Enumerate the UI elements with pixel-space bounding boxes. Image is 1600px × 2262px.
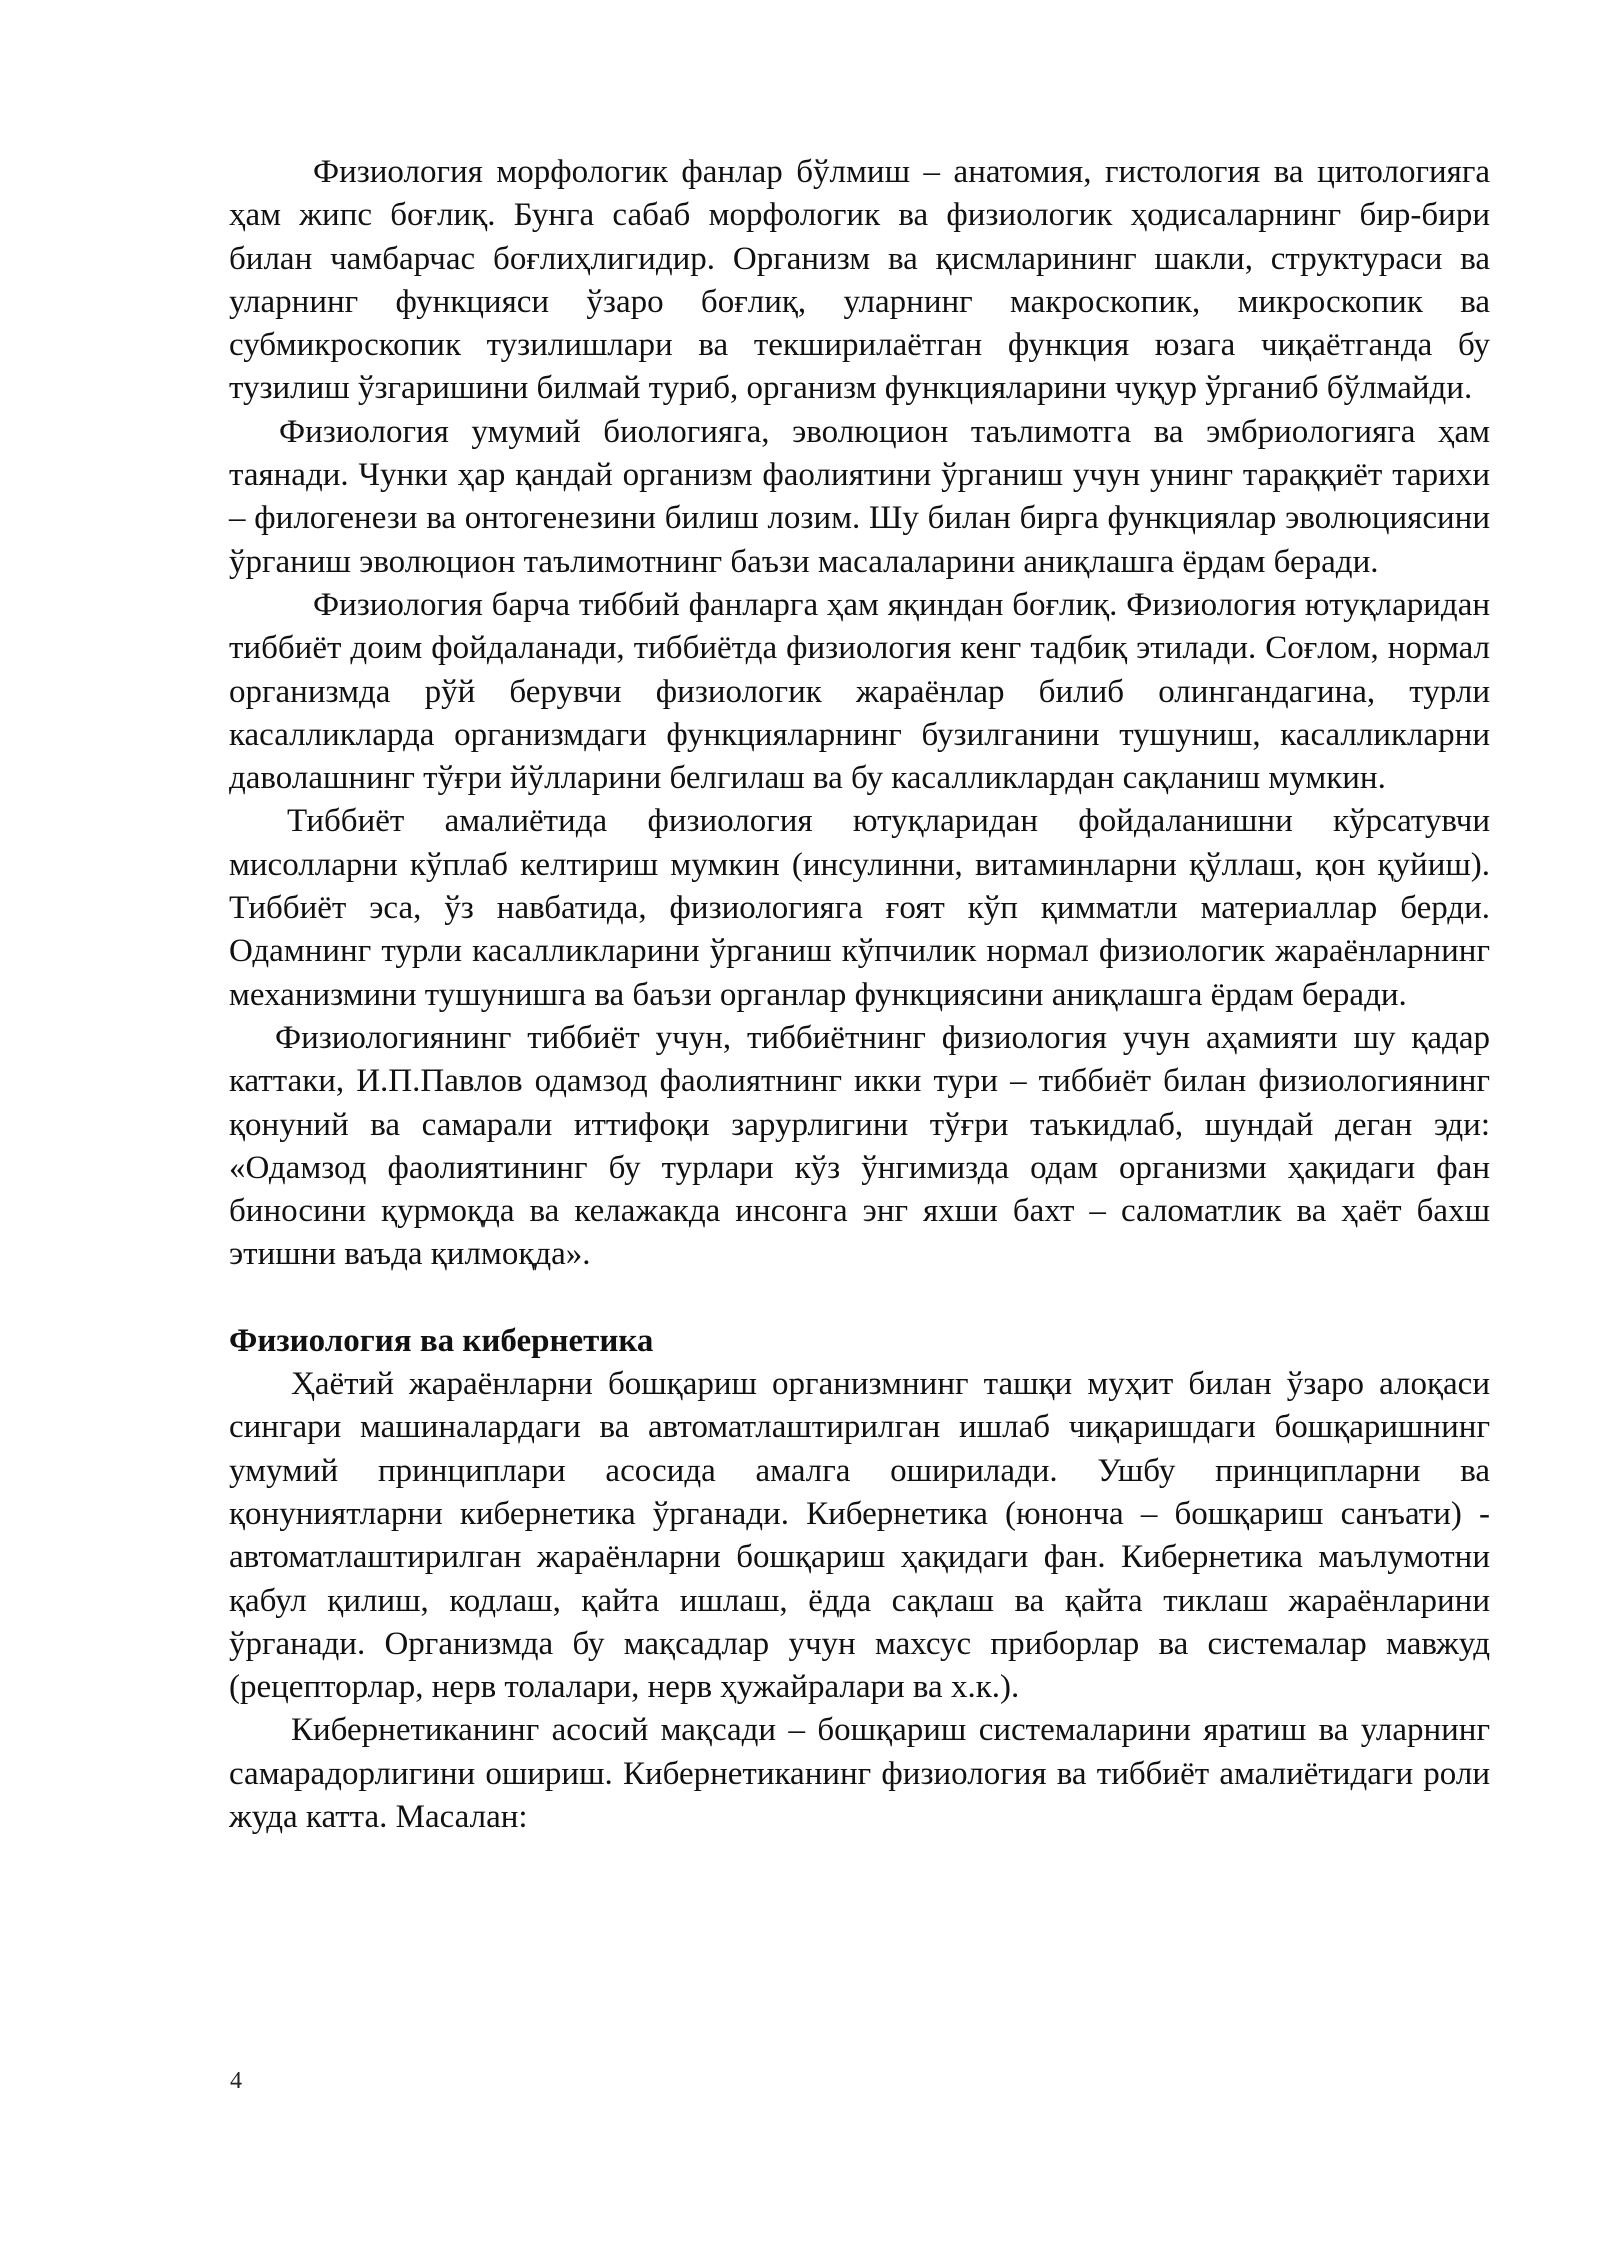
paragraph: Физиология барча тиббий фанларга ҳам яқиндан боғлиқ. Физиология ютуқларидан тиббиёт доим фойдаланади, тиббиётда физиология кенг тадбиқ этилади. Соғлом, нормал организмда рўй берувчи физиологик жараёнлар билиб олингандагина, турли касалликларда организмдаги функцияларнинг бузилганини тушуниш, касалликларни даволашнинг тўғри йўлларини белгилаш ва бу касалликлардан сақланиш мумкин.	[229, 586, 1490, 797]
spacer	[229, 1277, 1490, 1320]
paragraph: Тиббиёт амалиётида физиология ютуқларидан фойдаланишни кўрсатувчи мисолларни кўплаб келтириш мумкин (инсулинни, витаминларни қўллаш, қон қуйиш). Тиббиёт эса, ўз навбатида, физиологияга ғоят кўп қимматли материаллар берди. Одамнинг турли касалликларини ўрганиш кўпчилик нормал физиологик жараёнларнинг механизмини тушунишга ва баъзи органлар функциясини аниқлашга ёрдам беради.	[229, 803, 1490, 1013]
paragraph: Кибернетиканинг асосий мақсади – бошқариш системаларини яратиш ва уларнинг самарадорлигини ошириш. Кибернетиканинг физиология ва тиббиёт амалиётидаги роли жуда катта. Масалан:	[229, 1712, 1490, 1835]
paragraph: Физиология морфологик фанлар бўлмиш – анатомия, гистология ва цитологияга ҳам жипс боғлиқ. Бунга сабаб морфологик ва физиологик ҳодисаларнинг бир-бири билан чамбарчас боғлиҳлигидир. Организм ва қисмларининг шакли, структураси ва уларнинг функцияси ўзаро боғлиқ, уларнинг макроскопик, микроскопик ва субмикроскопик тузилишлари ва текширилаётган функция юзага чиқаётганда бу тузилиш ўзгаришини билмай туриб, организм функцияларини чуқур ўрганиб бўлмайди.	[229, 154, 1490, 407]
section-heading: Физиология ва кибернетика	[229, 1322, 654, 1359]
page-number: 4	[230, 2068, 242, 2094]
paragraph: Физиология умумий биологияга, эволюцион таълимотга ва эмбриологияга ҳам таянади. Чунки ҳар қандай организм фаолиятини ўрганиш учун унинг тараққиёт тарихи – филогенези ва онтогенезини билиш лозим. Шу билан бирга функциялар эволюциясини ўрганиш эволюцион таълимотнинг баъзи масалаларини аниқлашга ёрдам беради.	[229, 413, 1490, 580]
paragraph: Ҳаётий жараёнларни бошқариш организмнинг ташқи муҳит билан ўзаро алоқаси сингари машиналардаги ва автоматлаштирилган ишлаб чиқаришдаги бошқаришнинг умумий принциплари асосида амалга оширилади. Ушбу принципларни ва қонуниятларни кибернетика ўрганади. Кибернетика (юнонча – бошқариш санъати) - автоматлаштирилган жараёнларни бошқариш ҳақидаги фан. Кибернетика маълумотни қабул қилиш, кодлаш, қайта ишлаш, ёдда сақлаш ва қайта тиклаш жараёнларини ўрганади. Организмда бу мақсадлар учун махсус приборлар ва системалар мавжуд (рецепторлар, нерв толалари, нерв ҳужайралари ва х.к.).	[229, 1366, 1490, 1706]
document-page	[229, 151, 1490, 1839]
paragraph: Физиологиянинг тиббиёт учун, тиббиётнинг физиология учун аҳамияти шу қадар каттаки, И.П.Павлов одамзод фаолиятнинг икки тури – тиббиёт билан физиологиянинг қонуний ва самарали иттифоқи зарурлигини тўғри таъкидлаб, шундай деган эди: «Одамзод фаолиятининг бу турлари кўз ўнгимизда одам организми ҳақидаги фан биносини қурмоқда ва келажакда инсонга энг яхши бахт – саломатлик ва ҳаёт бахш этишни ваъда қилмоқда».	[229, 1019, 1490, 1273]
